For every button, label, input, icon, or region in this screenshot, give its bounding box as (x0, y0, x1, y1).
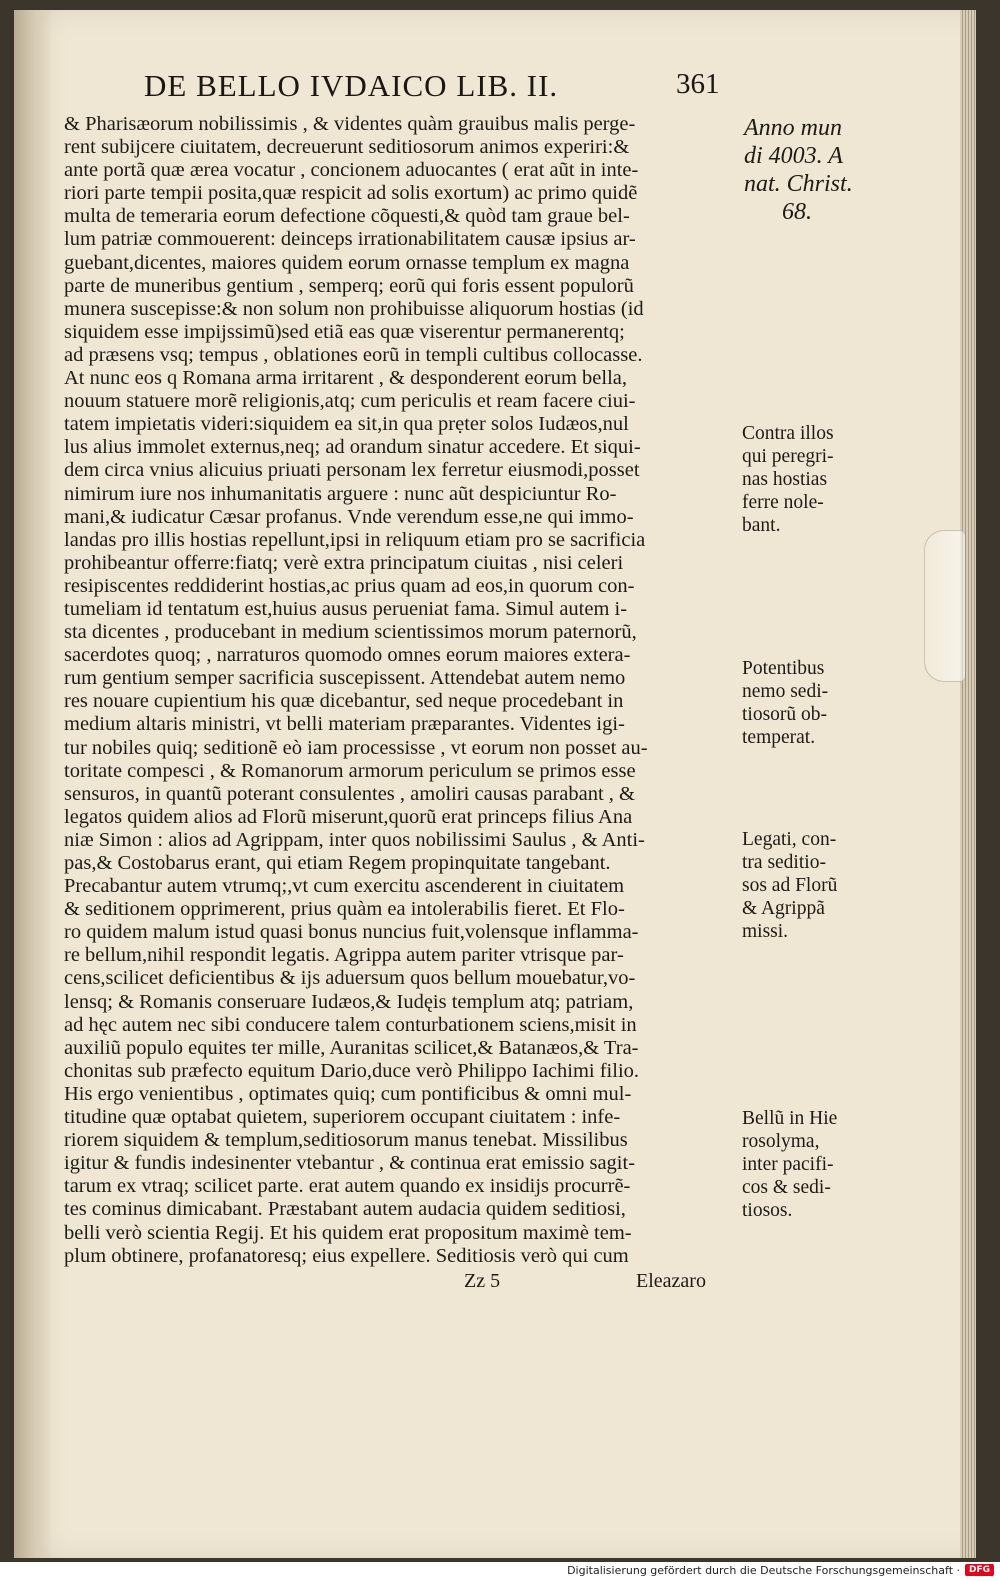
text-line: sta dicentes , producebant in medium scientissimos morum paternorũ, (64, 621, 637, 644)
text-line: dem circa vnius alicuius priuati personam lex ferretur eiusmodi,posset (64, 459, 640, 482)
text-line: riori parte tempii posita,quæ respicit ad solis exortum) ac primo quidẽ (64, 182, 638, 205)
margin-note-line: tiosorũ ob- (742, 704, 828, 725)
margin-note-line: Legati, con- (742, 829, 837, 850)
margin-note-line: missi. (742, 921, 789, 942)
text-line: tes cominus dimicabant. Præstabant autem audacia quidem seditiosi, (64, 1198, 626, 1221)
text-line: mani,& iudicatur Cæsar profanus. Vnde verendum esse,ne qui immo- (64, 505, 634, 528)
text-line: guebant,dicentes, maiores quidem eorum ornasse templum ex magna (64, 251, 630, 274)
dfg-logo: DFG (965, 1564, 994, 1576)
text-line: titudine quæ optabat quietem, superiorem occupant ciuitatem : infe- (64, 1106, 621, 1129)
margin-note-line: ferre nole- (742, 492, 824, 513)
text-line: lensq; & Romanis conseruare Iudæos,& Iudęis templum atq; patriam, (64, 990, 634, 1013)
text-line: lum patriæ commouerent: deinceps irrationabilitatem causæ ipsius ar- (64, 228, 636, 251)
margin-note-4 (742, 1107, 837, 1222)
main-text (64, 113, 756, 1268)
margin-note-line: Potentibus (742, 658, 825, 679)
margin-note-1 (742, 422, 834, 537)
margin-note-3 (742, 828, 837, 943)
credit-text: Digitalisierung gefördert durch die Deutsche Forschungsgemeinschaft · (567, 1564, 960, 1577)
text-line: & seditionem opprimerent, prius quàm ea intolerabilis fieret. Et Flo- (64, 898, 625, 921)
margin-note-line: inter pacifi- (742, 1154, 834, 1175)
book-page (14, 10, 976, 1558)
page-edges (960, 10, 976, 1558)
credit-bar (0, 1562, 1000, 1581)
text-line: lus alius immolet externus,neq; ad orandum sinatur accedere. Et siqui- (64, 436, 641, 459)
margin-note-line: sos ad Florũ (742, 875, 838, 896)
margin-year-line: Anno mun (744, 115, 842, 141)
margin-year-note (744, 114, 853, 226)
page-header (14, 68, 976, 108)
text-line: cens,scilicet deficientibus & ijs aduersum quos bellum mouebatur,vo- (64, 967, 636, 990)
signature-mark: Zz 5 (464, 1270, 501, 1292)
text-line: ad præsens vsq; tempus , oblationes eorũ in templi cultibus collocasse. (64, 343, 643, 366)
text-line: pas,& Costobarus erant, qui etiam Regem propinquitate tangebant. (64, 852, 611, 874)
text-line: igitur & fundis indesinenter vtebantur , & continua erat emissio sagit- (64, 1152, 636, 1175)
text-line: resipiscentes reddiderint hostias,ac prius quam ad eos,in quorum con- (64, 574, 635, 597)
text-line: sensuros, in quantũ poterant consulentes , amoliri causas parabant , & (64, 782, 636, 805)
text-line: ante portã quæ ærea vocatur , concionem aduocantes ( erat aũt in inte- (64, 159, 639, 182)
margin-note-line: nemo sedi- (742, 681, 829, 702)
text-line: legatos quidem alios ad Florũ miserunt,quorũ erat princeps filius Ana (64, 805, 633, 828)
text-line: His ergo venientibus , optimates quiq; cum pontificibus & omni mul- (64, 1082, 632, 1105)
text-line: auxiliũ populo equites ter mille, Auranitas scilicet,& Batanæos,& Tra- (64, 1036, 639, 1059)
margin-note-line: cos & sedi- (742, 1177, 831, 1198)
margin-note-line: Contra illos (742, 423, 834, 444)
margin-note-line: tiosos. (742, 1200, 793, 1221)
text-line: siquidem esse impijssimũ)sed etiã eas quæ viserentur permanerentq; (64, 320, 625, 343)
text-line: ro quidem malum istud quasi bonus nuncius fuit,volensque inflamma- (64, 921, 639, 944)
text-line: ad hęc autem nec sibi conducere talem conturbationem sciens,misit in (64, 1013, 637, 1036)
text-line: tumeliam id tentatum est,huius ausus perueniat fama. Simul autem i- (64, 597, 628, 620)
text-line: nouum statuere morẽ religionis,atq; cum periculis et ream facere ciui- (64, 390, 636, 413)
text-line: riorem siquidem & templum,seditiosorum manus tenebat. Missilibus (64, 1129, 628, 1152)
margin-note-line: temperat. (742, 727, 816, 748)
page-footer (14, 1270, 976, 1300)
text-line: chonitas sub præfecto equitum Dario,duce verò Philippo Iachimi filio. (64, 1059, 640, 1082)
margin-year-line: 68. (782, 199, 812, 225)
margin-note-line: bant. (742, 515, 781, 536)
folio-number: 361 (676, 68, 720, 100)
text-line: landas pro illis hostias repellunt,ipsi in reliquum etiam pro se sacrificia (64, 528, 646, 551)
margin-note-line: nas hostias (742, 469, 828, 490)
text-line: munera suscepisse:& non solum non prohibuisse aliquorum hostias (id (64, 297, 644, 320)
running-title: DE BELLO IVDAICO LIB. II. (144, 68, 559, 103)
text-line: re bellum,nihil respondit legatis. Agrippa autem pariter vtrisque par- (64, 944, 624, 967)
text-line: & Pharisæorum nobilissimis , & videntes quàm grauibus malis perge- (64, 113, 636, 135)
text-line: Precabantur autem vtrumq;,vt cum exercitu ascenderent in ciuitatem (64, 875, 625, 898)
margin-note-line: rosolyma, (742, 1131, 820, 1152)
text-line: plum obtinere, profanatoresq; eius expellere. Seditiosis verò qui cum (64, 1244, 629, 1267)
margin-note-line: & Agrippã (742, 898, 825, 919)
margin-note-2 (742, 657, 828, 749)
text-line: sacerdotes quoq; , narraturos quomodo omnes eorum maiores extera- (64, 644, 631, 667)
page-gutter (14, 10, 52, 1558)
page-clip (924, 530, 966, 682)
text-line: parte de muneribus gentium , semperq; eorũ qui foris essent populorũ (64, 274, 634, 297)
text-line: tarum ex vtraq; scilicet parte. erat autem quando ex insidijs procurrẽ- (64, 1175, 631, 1198)
text-line: belli verò scientia Regij. Et his quidem erat propositum maximè tem- (64, 1221, 632, 1244)
catchword: Eleazaro (636, 1270, 706, 1292)
text-line: tatem impietatis videri:siquidem ea sit,in qua prẹter solos Iudæos,nul (64, 413, 629, 436)
text-line: tur nobiles quiq; seditionẽ eò iam processisse , vt eorum non posset au- (64, 736, 648, 759)
text-line: nimirum iure nos inhumanitatis arguere : nunc aũt despiciuntur Ro- (64, 482, 617, 505)
text-line: niæ Simon : alios ad Agrippam, inter quos nobilissimi Saulus , & Anti- (64, 828, 645, 851)
text-line: toritate compesci , & Romanorum armorum periculum se primos esse (64, 759, 636, 782)
text-line: rent subijcere ciuitatem, decreuerunt seditiosorum animos experiri:& (64, 136, 630, 159)
margin-note-line: Bellũ in Hie (742, 1108, 838, 1129)
margin-note-line: tra seditio- (742, 852, 826, 873)
margin-year-line: nat. Christ. (744, 171, 853, 197)
text-line: At nunc eos q Romana arma irritarent , & desponderent eorum bella, (64, 367, 627, 390)
text-line: rum gentium semper sacrificia suscepissent. Attendebat autem nemo (64, 667, 626, 690)
margin-year-line: di 4003. A (744, 143, 843, 169)
text-line: prohibeantur offerre:fiatq; verè extra principatum ciuitas , nisi celeri (64, 551, 624, 574)
text-line: multa de temeraria eorum defectione cõquesti,& quòd tam graue bel- (64, 205, 630, 228)
text-line: medium altaris ministri, vt belli materiam præparantes. Videntes igi- (64, 713, 625, 736)
text-line: res nouare cupientium his quæ dicebantur, sed neque procedebant in (64, 690, 624, 713)
margin-note-line: qui peregri- (742, 446, 834, 467)
